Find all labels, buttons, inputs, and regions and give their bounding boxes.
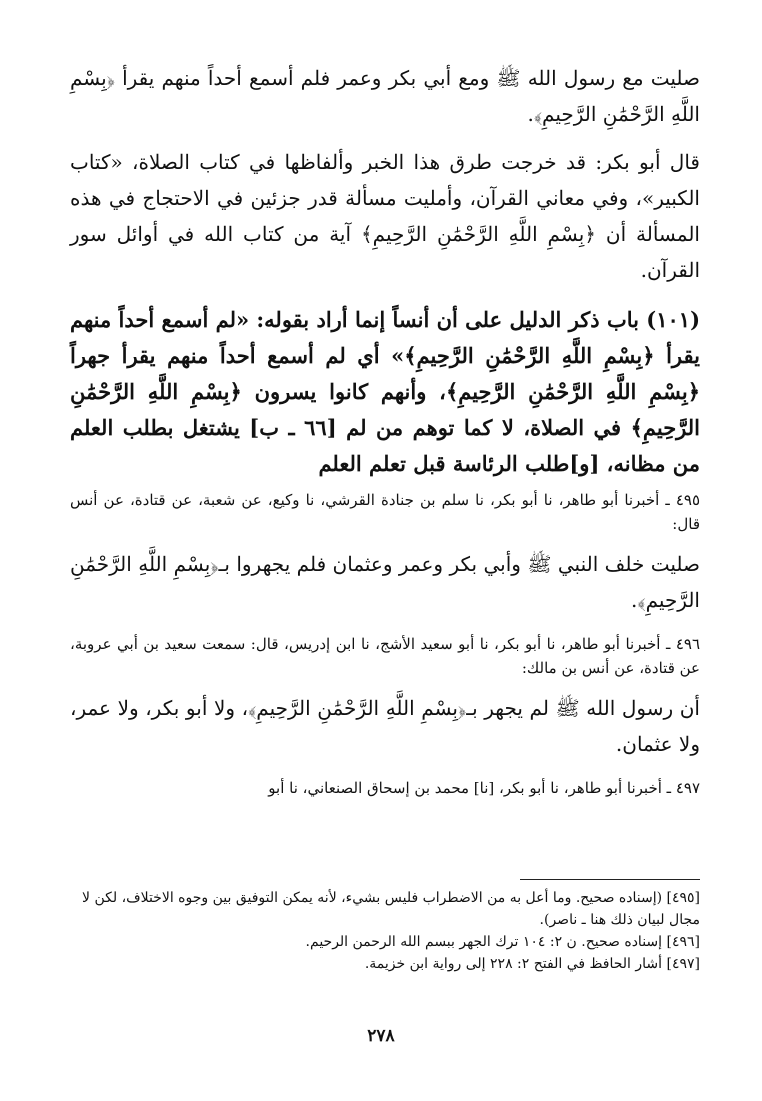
page-number: ٢٧٨ xyxy=(367,1026,395,1046)
footnote-497: [٤٩٧] أشار الحافظ في الفتح ٢: ٢٢٨ إلى رواية ابن خزيمة. xyxy=(364,956,700,972)
footnote-495: [٤٩٥] (إسناده صحيح. وما أعل به من الاضطراب فليس بشيء، لأنه يمكن التوفيق بين وجوه الاختلاف، لكن لا مجال لبيان ذلك هنا ـ ناصر). xyxy=(82,890,700,928)
hadith-495-text: صليت خلف النبي ﷺ وأبي بكر وعمر وعثمان فلم يجهروا بـ﴿بِسْمِ اللَّهِ الرَّحْمَٰنِ الرَّحِيمِ﴾. xyxy=(70,552,700,612)
footnotes-section xyxy=(70,887,700,975)
footnote-divider xyxy=(520,879,700,880)
hadith-496-text: أن رسول الله ﷺ لم يجهر بـ﴿بِسْمِ اللَّهِ الرَّحْمَٰنِ الرَّحِيمِ﴾، ولا أبو بكر، ولا عمر، ولا عثمان. xyxy=(70,696,700,756)
chapter-heading: (١٠١) باب ذكر الدليل على أن أنساً إنما أراد بقوله: «لم أسمع أحداً منهم يقرأ ﴿بِسْمِ اللَّهِ الرَّحْمَٰنِ الرَّحِيمِ﴾» أي لم أسمع أحداً منهم يقرأ جهراً ﴿بِسْمِ اللَّهِ الرَّحْمَٰنِ الرَّحِيمِ﴾، وأنهم كانوا يسرون ﴿بِسْمِ اللَّهِ الرَّحْمَٰنِ الرَّحِيمِ﴾ في الصلاة، لا كما توهم من لم [٦٦ ـ ب] يشتغل بطلب العلم من مظانه، [و]طلب الرئاسة قبل تعلم العلم xyxy=(70,307,700,476)
abu-bakr-note-paragraph: قال أبو بكر: قد خرجت طرق هذا الخبر وألفاظها في كتاب الصلاة، «كتاب الكبير»، وفي معاني القرآن، وأمليت مسألة قدر جزئين في الاحتجاج في هذه المسألة أن ﴿بِسْمِ اللَّهِ الرَّحْمَٰنِ الرَّحِيمِ﴾ آية من كتاب الله في أوائل سور القرآن. xyxy=(70,150,700,282)
page-body xyxy=(70,60,700,810)
hadith-496-isnad: ٤٩٦ ـ أخبرنا أبو طاهر، نا أبو بكر، نا أبو سعيد الأشج، نا ابن إدريس، قال: سمعت سعيد بن أبي عروبة، عن قتادة، عن أنس بن مالك: xyxy=(70,635,700,677)
footnote-496: [٤٩٦] إسناده صحيح. ن ٢: ١٠٤ ترك الجهر ببسم الله الرحمن الرحيم. xyxy=(305,934,700,950)
hadith-495-isnad: ٤٩٥ ـ أخبرنا أبو طاهر، نا أبو بكر، نا سلم بن جنادة القرشي، نا وكيع، عن شعبة، عن قتادة، عن أنس قال: xyxy=(70,491,700,533)
hadith-497-isnad: ٤٩٧ ـ أخبرنا أبو طاهر، نا أبو بكر، [نا] محمد بن إسحاق الصنعاني، نا أبو xyxy=(268,779,700,797)
hadith-intro-paragraph: صليت مع رسول الله ﷺ ومع أبي بكر وعمر فلم أسمع أحداً منهم يقرأ ﴿بِسْمِ اللَّهِ الرَّحْمَٰنِ الرَّحِيمِ﴾. xyxy=(70,66,700,126)
